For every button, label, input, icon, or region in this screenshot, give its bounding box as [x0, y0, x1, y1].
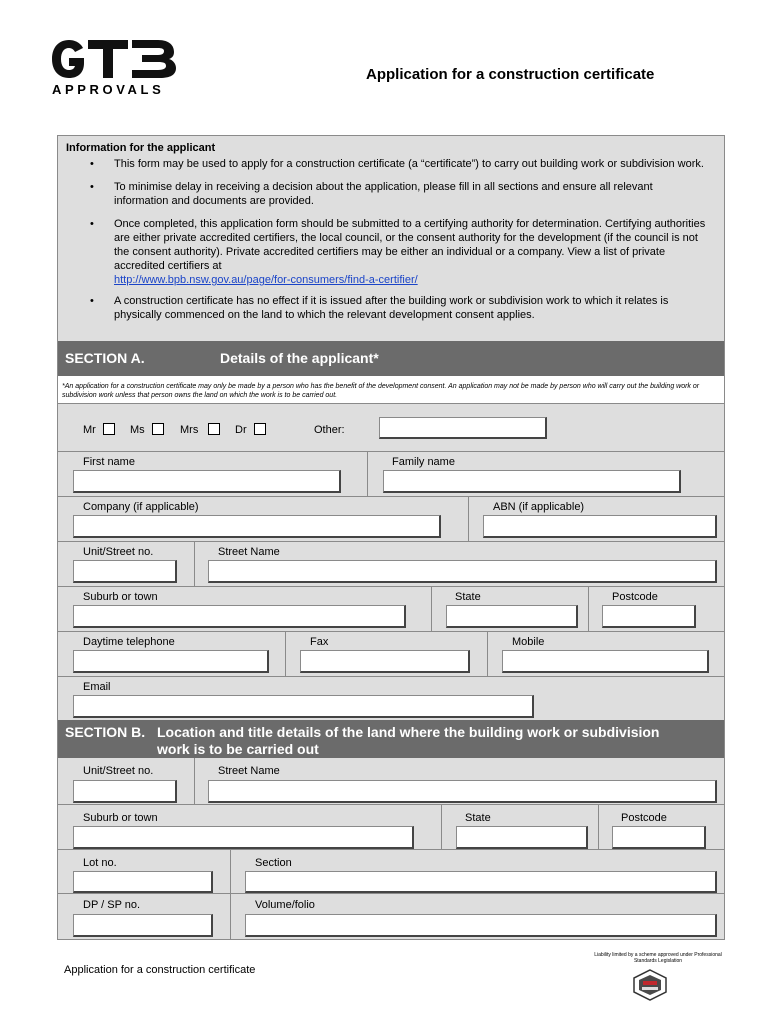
lot-row	[58, 849, 724, 893]
section-b-title-cont: work is to be carried out	[157, 741, 319, 757]
land-state-input[interactable]	[456, 826, 588, 849]
section-input[interactable]	[245, 871, 717, 893]
gtb-logo-mark	[50, 38, 178, 80]
phone-label: Daytime telephone	[83, 636, 175, 648]
section-b-label: SECTION B.	[65, 724, 146, 740]
state-input[interactable]	[446, 605, 578, 628]
family-name-input[interactable]	[383, 470, 681, 493]
suburb-label: Suburb or town	[83, 591, 158, 603]
phone-input[interactable]	[73, 650, 269, 673]
unit-input[interactable]	[73, 560, 177, 583]
mobile-input[interactable]	[502, 650, 709, 673]
state-label: State	[455, 591, 481, 603]
land-suburb-input[interactable]	[73, 826, 414, 849]
land-state-label: State	[465, 812, 491, 824]
dp-row	[58, 893, 724, 939]
info-section	[58, 136, 724, 341]
divider	[588, 587, 589, 632]
email-label: Email	[83, 681, 111, 693]
title-mr-label: Mr	[83, 424, 96, 436]
section-a-title: Details of the applicant*	[220, 350, 379, 366]
dp-input[interactable]	[73, 914, 213, 937]
info-list	[66, 157, 716, 322]
title-ms-checkbox[interactable]	[152, 423, 164, 435]
volume-input[interactable]	[245, 914, 717, 937]
company-row	[58, 496, 724, 541]
divider	[230, 894, 231, 940]
land-unit-label: Unit/Street no.	[83, 765, 154, 777]
certifier-list-link[interactable]: http://www.bpb.nsw.gov.au/page/for-consumers/find-a-certifier/	[114, 274, 418, 286]
divider	[285, 632, 286, 677]
email-input[interactable]	[73, 695, 534, 718]
title-mrs-label: Mrs	[180, 424, 199, 436]
title-dr-label: Dr	[235, 424, 247, 436]
land-address-row	[58, 758, 724, 804]
logo-subtitle: APPROVALS	[52, 82, 165, 97]
land-unit-input[interactable]	[73, 780, 177, 803]
divider	[598, 805, 599, 850]
land-suburb-label: Suburb or town	[83, 812, 158, 824]
section-label: Section	[255, 857, 292, 869]
postcode-input[interactable]	[602, 605, 696, 628]
liability-note: Liability limited by a scheme approved under Professional Standards Legislation	[594, 952, 722, 964]
street-input[interactable]	[208, 560, 717, 583]
land-postcode-input[interactable]	[612, 826, 706, 849]
lot-input[interactable]	[73, 871, 213, 893]
gtb-logo	[50, 38, 180, 98]
info-heading: Information for the applicant	[66, 142, 216, 154]
address-row	[58, 541, 724, 586]
dp-label: DP / SP no.	[83, 899, 141, 911]
divider	[194, 758, 195, 804]
postcode-label: Postcode	[612, 591, 658, 603]
section-a-note: *An application for a construction certificate may only be made by a person who has the benefit of the development consent. An application may not be made by person who will carry out the building work or subdivision work unless that person owns the land on which the work is to be carried out.	[58, 376, 724, 404]
abn-label: ABN (if applicable)	[493, 501, 585, 513]
lot-label: Lot no.	[83, 857, 117, 869]
email-row	[58, 676, 724, 720]
company-input[interactable]	[73, 515, 441, 538]
section-a-header	[58, 341, 724, 376]
phone-row	[58, 631, 724, 676]
title-other-input[interactable]	[379, 417, 547, 439]
divider	[194, 542, 195, 587]
info-bullet	[66, 217, 716, 287]
volume-label: Volume/folio	[255, 899, 315, 911]
land-suburb-row	[58, 804, 724, 849]
info-bullet: • A construction certificate has no effect if it is issued after the building work or subdivision work to which it relates is physically commenced on the land to which the relevant development consent applies.	[66, 294, 716, 322]
footer-doc-name: Application for a construction certificate	[64, 964, 256, 976]
divider	[441, 805, 442, 850]
title-mr-checkbox[interactable]	[103, 423, 115, 435]
title-mrs-checkbox[interactable]	[208, 423, 220, 435]
suburb-row	[58, 586, 724, 631]
divider	[468, 497, 469, 542]
unit-label: Unit/Street no.	[83, 546, 154, 558]
section-b-title: Location and title details of the land where the building work or subdivision	[157, 724, 660, 740]
name-row	[58, 451, 724, 496]
street-label: Street Name	[218, 546, 280, 558]
divider	[487, 632, 488, 677]
title-other-label: Other:	[314, 424, 345, 436]
title-dr-checkbox[interactable]	[254, 423, 266, 435]
first-name-label: First name	[83, 456, 135, 468]
abn-input[interactable]	[483, 515, 717, 538]
land-street-label: Street Name	[218, 765, 280, 777]
title-row	[58, 407, 724, 451]
fax-label: Fax	[310, 636, 329, 648]
divider	[431, 587, 432, 632]
fax-input[interactable]	[300, 650, 470, 673]
section-b-header	[58, 720, 724, 758]
divider	[367, 452, 368, 497]
section-a-label: SECTION A.	[65, 350, 145, 366]
info-bullet-text: Once completed, this application form should be submitted to a certifying authority for determination. Certifying authorities are either private accredited certifiers, the local council, or the consent authority for the development (if the council is not the consent authority). Private accredited certifiers may be either an individual or a company. View a list of private accredited certifiers at	[114, 218, 706, 272]
title-ms-label: Ms	[130, 424, 145, 436]
suburb-input[interactable]	[73, 605, 406, 628]
info-bullet: • This form may be used to apply for a construction certificate (a “certificate”) to carry out building work or subdivision work.	[66, 157, 716, 171]
land-street-input[interactable]	[208, 780, 717, 803]
page-title: Application for a construction certificate	[366, 66, 655, 83]
application-form	[57, 135, 725, 940]
family-name-label: Family name	[392, 456, 455, 468]
land-postcode-label: Postcode	[621, 812, 667, 824]
divider	[230, 850, 231, 894]
company-label: Company (if applicable)	[83, 501, 199, 513]
professional-standards-badge	[632, 969, 668, 1001]
first-name-input[interactable]	[73, 470, 341, 493]
mobile-label: Mobile	[512, 636, 545, 648]
info-bullet: • To minimise delay in receiving a decision about the application, please fill in all sections and ensure all relevant information and documents are provided.	[66, 180, 716, 208]
